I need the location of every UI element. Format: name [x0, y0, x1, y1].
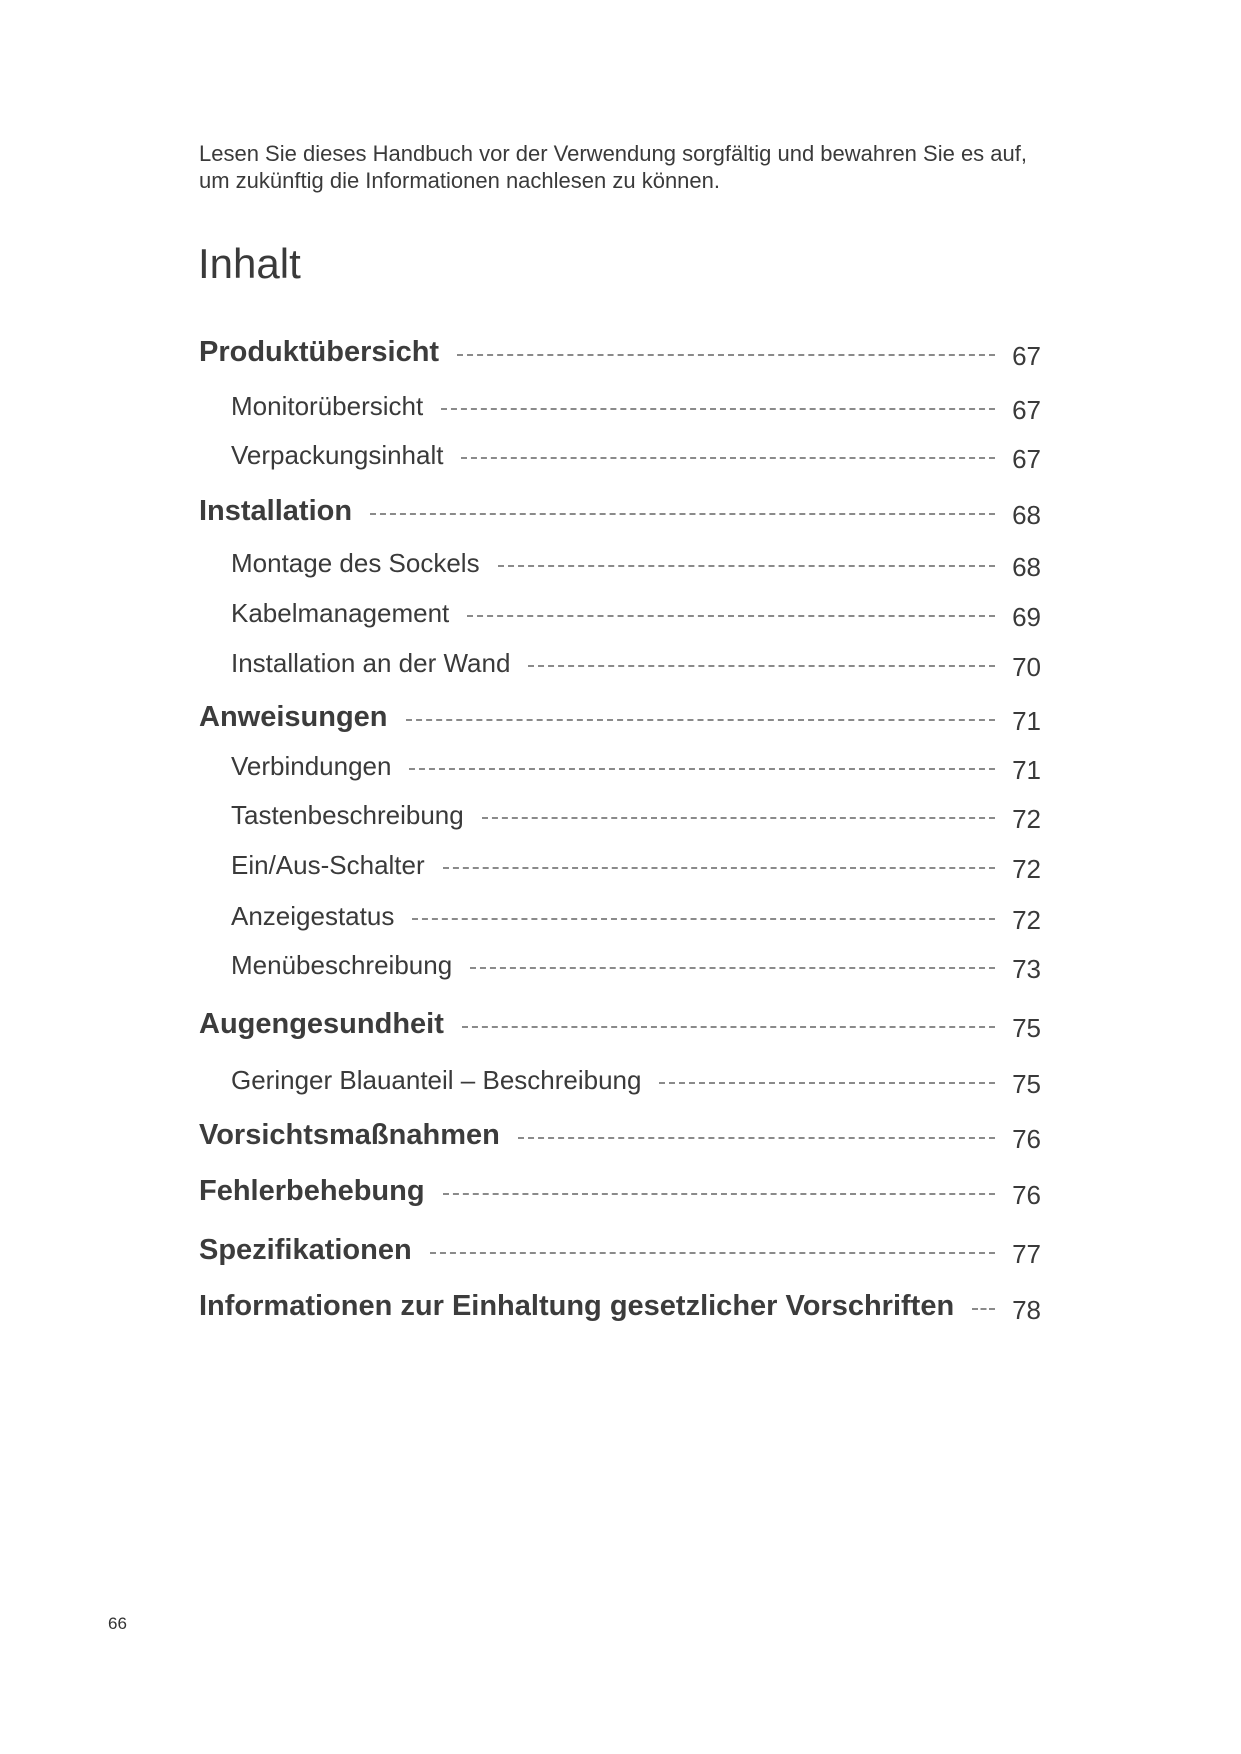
toc-dot-leader: [461, 457, 995, 459]
toc-entry-page: 76: [1012, 1180, 1041, 1210]
toc-entry-informationen-vorschriften[interactable]: [0, 1286, 1241, 1326]
toc-entry-produktuebersicht[interactable]: [0, 332, 1241, 372]
toc-entry-anweisungen[interactable]: [0, 697, 1241, 737]
toc-entry-installation-an-der-wand[interactable]: [0, 643, 1241, 683]
toc-entry-page: 75: [1012, 1069, 1041, 1099]
toc-dot-leader: [443, 867, 995, 869]
toc-dot-leader: [518, 1137, 995, 1139]
toc-entry-kabelmanagement[interactable]: [0, 593, 1241, 633]
toc-entry-page: 72: [1012, 804, 1041, 834]
toc-entry-spezifikationen[interactable]: [0, 1230, 1241, 1270]
toc-entry-label: Informationen zur Einhaltung gesetzlicher Vorschriften: [199, 1290, 955, 1322]
toc-entry-label: Tastenbeschreibung: [231, 800, 464, 830]
toc-dot-leader: [370, 513, 995, 515]
toc-dot-leader: [528, 665, 995, 667]
toc-dot-leader: [430, 1252, 995, 1254]
toc-entry-page: 72: [1012, 854, 1041, 884]
toc-entry-page: 70: [1012, 652, 1041, 682]
toc-entry-label: Verbindungen: [231, 751, 392, 781]
toc-entry-label: Menübeschreibung: [231, 950, 453, 980]
toc-entry-page: 77: [1012, 1239, 1041, 1269]
toc-entry-montage-des-sockels[interactable]: [0, 543, 1241, 583]
toc-dot-leader: [659, 1082, 995, 1084]
toc-entry-page: 71: [1012, 755, 1041, 785]
toc-dot-leader: [467, 615, 995, 617]
toc-entry-verpackungsinhalt[interactable]: [0, 435, 1241, 475]
toc-entry-label: Monitorübersicht: [231, 391, 424, 421]
toc-entry-label: Verpackungsinhalt: [231, 440, 444, 470]
toc-dot-leader: [409, 768, 995, 770]
toc-entry-vorsichtsmassnahmen[interactable]: [0, 1115, 1241, 1155]
toc-entry-page: 78: [1012, 1295, 1041, 1325]
toc-entry-label: Spezifikationen: [199, 1234, 412, 1266]
toc-entry-page: 67: [1012, 341, 1041, 371]
intro-text: Lesen Sie dieses Handbuch vor der Verwendung sorgfältig und bewahren Sie es auf, um zukünftig die Informationen nachlesen zu können.: [199, 141, 1027, 193]
toc-entry-page: 68: [1012, 500, 1041, 530]
toc-entry-page: 71: [1012, 706, 1041, 736]
toc-entry-page: 69: [1012, 602, 1041, 632]
toc-entry-page: 73: [1012, 954, 1041, 984]
toc-entry-label: Augengesundheit: [199, 1008, 444, 1040]
toc-dot-leader: [406, 719, 995, 721]
toc-entry-fehlerbehebung[interactable]: [0, 1171, 1241, 1211]
toc-entry-page: 75: [1012, 1013, 1041, 1043]
toc-entry-page: 72: [1012, 905, 1041, 935]
toc-entry-label: Montage des Sockels: [231, 548, 480, 578]
toc-entry-anzeigestatus[interactable]: [0, 896, 1241, 936]
toc-dot-leader: [443, 1193, 995, 1195]
toc-dot-leader: [457, 354, 995, 356]
toc-entry-label: Ein/Aus-Schalter: [231, 850, 425, 880]
toc-dot-leader: [412, 918, 995, 920]
toc-entry-menuebeschreibung[interactable]: [0, 945, 1241, 985]
toc-entry-label: Anzeigestatus: [231, 901, 395, 931]
toc-entry-label: Vorsichtsmaßnahmen: [199, 1119, 500, 1151]
toc-dot-leader: [482, 817, 995, 819]
toc-entry-page: 68: [1012, 552, 1041, 582]
toc-dot-leader: [470, 967, 995, 969]
toc-dot-leader: [462, 1026, 995, 1028]
toc-entry-label: Installation an der Wand: [231, 648, 511, 678]
toc-entry-augengesundheit[interactable]: [0, 1004, 1241, 1044]
toc-dot-leader: [972, 1308, 995, 1310]
toc-entry-page: 67: [1012, 444, 1041, 474]
toc-entry-geringer-blauanteil[interactable]: [0, 1060, 1241, 1100]
toc-entry-label: Geringer Blauanteil – Beschreibung: [231, 1065, 642, 1095]
page-title: Inhalt: [198, 240, 301, 287]
toc-entry-verbindungen[interactable]: [0, 746, 1241, 786]
toc-dot-leader: [498, 565, 995, 567]
toc-entry-label: Kabelmanagement: [231, 598, 450, 628]
toc-entry-page: 76: [1012, 1124, 1041, 1154]
page-number: 66: [108, 1614, 127, 1633]
toc-entry-label: Produktübersicht: [199, 336, 440, 368]
toc-entry-page: 67: [1012, 395, 1041, 425]
toc-dot-leader: [441, 408, 995, 410]
toc-entry-installation[interactable]: [0, 491, 1241, 531]
toc-entry-monitoruebersicht[interactable]: [0, 386, 1241, 426]
toc-entry-label: Installation: [199, 495, 353, 527]
toc-entry-tastenbeschreibung[interactable]: [0, 795, 1241, 835]
toc-entry-label: Fehlerbehebung: [199, 1175, 425, 1207]
toc-entry-ein-aus-schalter[interactable]: [0, 845, 1241, 885]
toc-entry-label: Anweisungen: [199, 701, 388, 733]
